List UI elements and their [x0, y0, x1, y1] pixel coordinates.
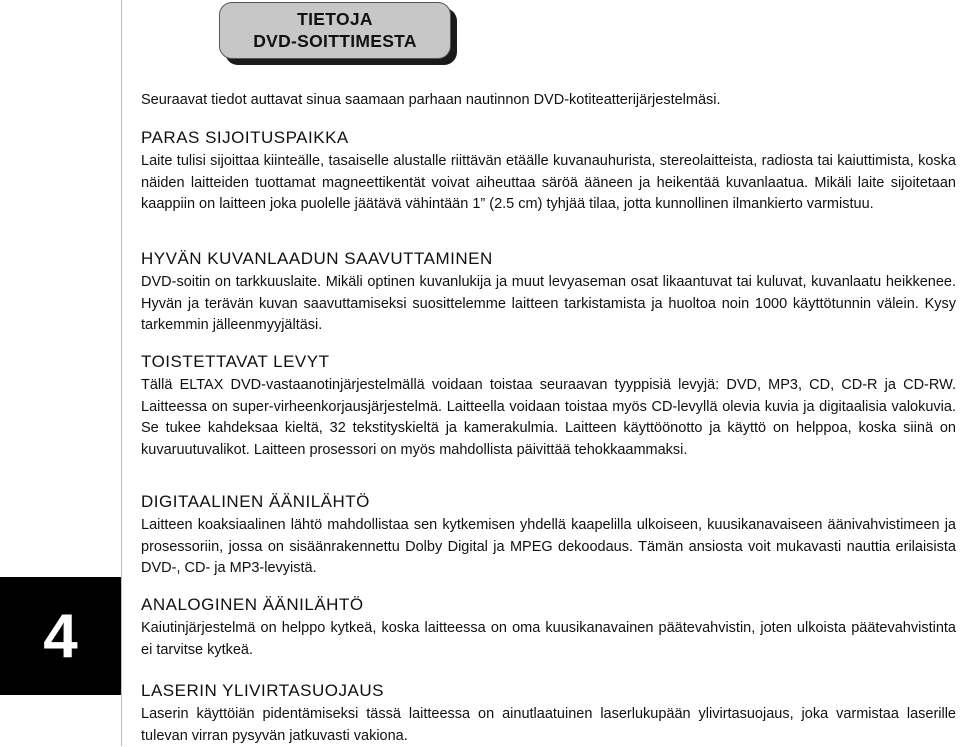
- section-body: Kaiutinjärjestelmä on helppo kytkeä, koska laitteessa on oma kuusikanavainen päätevahvistin, joten ulkoista päätevahvistinta ei tarvitse kytkeä.: [141, 620, 956, 658]
- section-laser-overcurrent-protection: [141, 680, 956, 747]
- section-placement: [141, 127, 956, 216]
- section-body: Laite tulisi sijoittaa kiinteälle, tasaiselle alustalle riittävän etäälle kuvanauhurista, stereolaitteista, radiosta tai kaiuttimista, koska näiden laitteiden tuottamat magneettikentät voivat aiheuttaa säröä ääneen ja heikentää kuvanlaatua. Mikäli laite sijoitetaan kaappiin on laitteen joka puolelle jäätävä vähintään 1” (2.5 cm) tyhjää tilaa, jotta kunnollinen ilmankierto varmistuu.: [141, 153, 956, 212]
- section-heading: HYVÄN KUVANLAADUN SAAVUTTAMINEN: [141, 249, 493, 268]
- section-body: Laitteen koaksiaalinen lähtö mahdollistaa sen kytkemisen yhdellä kaapelilla ulkoiseen, kuusikanavaiseen äänivahvistimeen ja prosessoriin, jossa on sisäänrakennettu Dolby Digital ja MPEG dekoodaus. Tämän ansiosta voit mukavasti nauttia erilaisista DVD-, CD- ja MP3-levyistä.: [141, 517, 956, 576]
- page-number-badge: 4: [0, 577, 121, 695]
- page-title-line1: TIETOJA: [297, 9, 373, 29]
- section-heading: TOISTETTAVAT LEVYT: [141, 352, 330, 371]
- section-body: DVD-soitin on tarkkuuslaite. Mikäli optinen kuvanlukija ja muut levyaseman osat likaantuvat tai kuluvat, kuvanlaatu heikkenee. Hyvän ja terävän kuvan saavuttamiseksi suosittelemme laitteen tarkistamista ja huoltoa noin 1000 käyttötunnin välein. Kysy tarkemmin jälleenmyyjältäsi.: [141, 274, 956, 333]
- section-playable-discs: [141, 351, 956, 461]
- section-heading: ANALOGINEN ÄÄNILÄHTÖ: [141, 595, 364, 614]
- section-analog-audio-output: [141, 594, 956, 661]
- section-heading: DIGITAALINEN ÄÄNILÄHTÖ: [141, 492, 370, 511]
- section-image-quality: [141, 248, 956, 337]
- section-body: Laserin käyttöiän pidentämiseksi tässä laitteessa on ainutlaatuinen laserlukupään ylivirtasuojaus, joka varmistaa laserille tulevan virran pysyvän jatkuvasti vakiona.: [141, 706, 956, 744]
- intro-text: Seuraavat tiedot auttavat sinua saamaan parhaan nautinnon DVD-kotiteatterijärjestelmäsi.: [141, 92, 721, 108]
- page-title-line2: DVD-SOITTIMESTA: [253, 31, 417, 51]
- section-digital-audio-output: [141, 491, 956, 580]
- section-body: Tällä ELTAX DVD-vastaanotinjärjestelmällä voidaan toistaa seuraavan tyyppisiä levyjä: DVD, MP3, CD, CD-R ja CD-RW. Laitteessa on super-virheenkorjausjärjestelmä. Laitteella voidaan toistaa myös CD-levyllä olevia kuvia ja digitaalisia valokuvia. Se tukee kahdeksaa kieltä, 32 tekstityskieltä ja kamerakulmia. Laitteen käyttöönotto ja käyttö on helppoa, koska siinä on kuvaruutuvalikot. Laitteen prosessori on myös mahdollista päivittää tehokkaammaksi.: [141, 377, 956, 458]
- margin-divider-line: [121, 0, 122, 746]
- section-heading: PARAS SIJOITUSPAIKKA: [141, 128, 349, 147]
- page-title-box: [219, 2, 451, 59]
- section-heading: LASERIN YLIVIRTASUOJAUS: [141, 681, 384, 700]
